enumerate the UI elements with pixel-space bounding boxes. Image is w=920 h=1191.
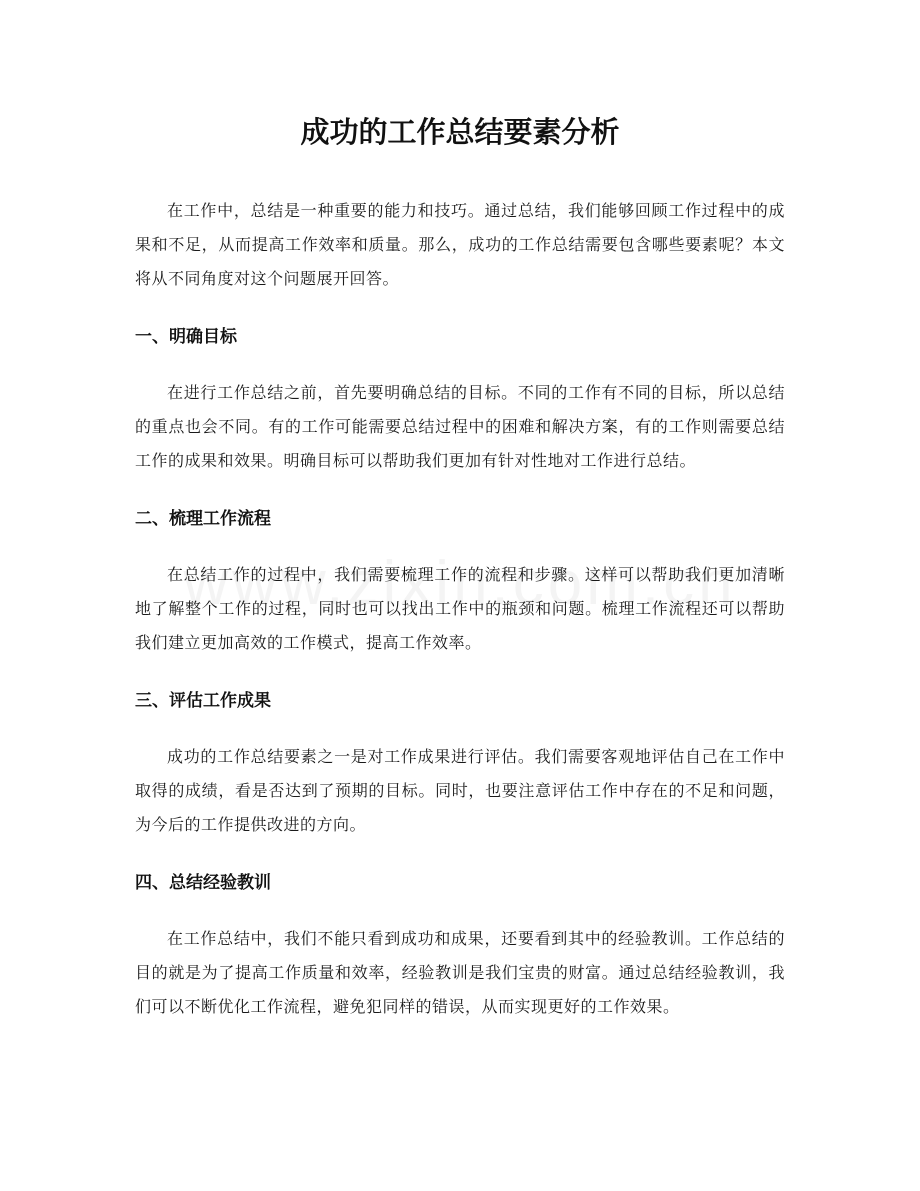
section-3 — [135, 686, 785, 842]
section-4 — [135, 868, 785, 1024]
section-2 — [135, 504, 785, 660]
section-paragraph: 成功的工作总结要素之一是对工作成果进行评估。我们需要客观地评估自己在工作中取得的成绩，看是否达到了预期的目标。同时，也要注意评估工作中存在的不足和问题，为今后的工作提供改进的方向。 — [135, 747, 785, 834]
section-heading: 二、梳理工作流程 — [135, 509, 271, 529]
section-heading: 一、明确目标 — [135, 327, 237, 347]
section-heading: 三、评估工作成果 — [135, 691, 271, 711]
section-paragraph: 在总结工作的过程中，我们需要梳理工作的流程和步骤。这样可以帮助我们更加清晰地了解整个工作的过程，同时也可以找出工作中的瓶颈和问题。梳理工作流程还可以帮助我们建立更加高效的工作模式，提高工作效率。 — [135, 565, 785, 652]
document-title: 成功的工作总结要素分析 — [300, 115, 620, 149]
section-paragraph: 在进行工作总结之前，首先要明确总结的目标。不同的工作有不同的目标，所以总结的重点也会不同。有的工作可能需要总结过程中的困难和解决方案，有的工作则需要总结工作的成果和效果。明确目标可以帮助我们更加有针对性地对工作进行总结。 — [135, 383, 785, 470]
section-paragraph: 在工作总结中，我们不能只看到成功和成果，还要看到其中的经验教训。工作总结的目的就是为了提高工作质量和效率，经验教训是我们宝贵的财富。通过总结经验教训，我们可以不断优化工作流程，避免犯同样的错误，从而实现更好的工作效果。 — [135, 929, 785, 1016]
section-heading: 四、总结经验教训 — [135, 873, 271, 893]
intro-paragraph: 在工作中，总结是一种重要的能力和技巧。通过总结，我们能够回顾工作过程中的成果和不足，从而提高工作效率和质量。那么，成功的工作总结需要包含哪些要素呢？本文将从不同角度对这个问题展开回答。 — [135, 201, 785, 288]
section-1 — [135, 322, 785, 478]
